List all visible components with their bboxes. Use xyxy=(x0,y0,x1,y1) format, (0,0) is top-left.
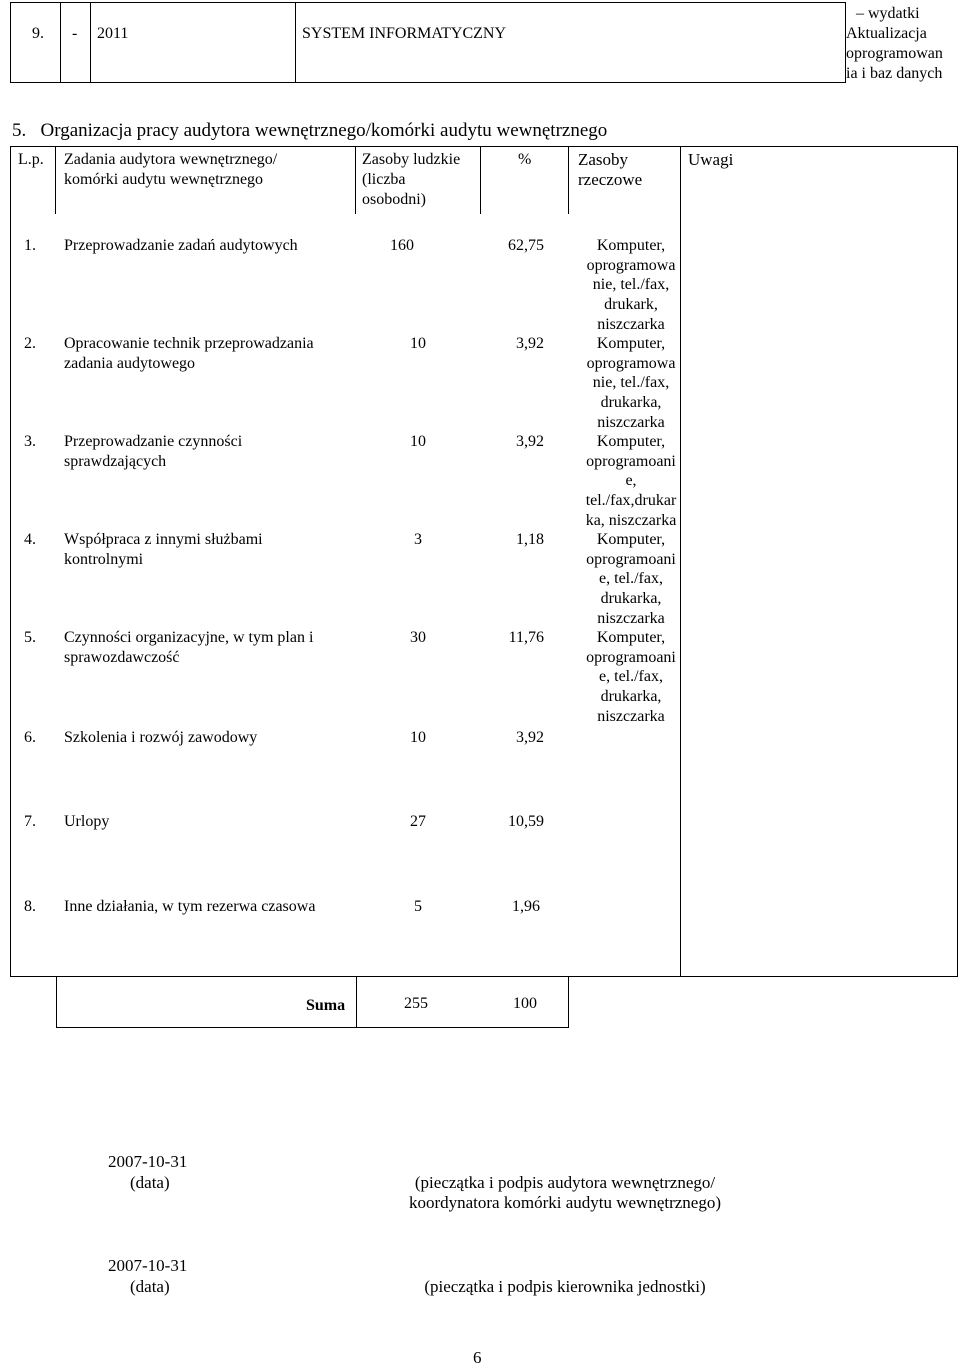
resource-line: drukarka, xyxy=(600,394,662,412)
resource-line: Komputer, xyxy=(596,237,666,254)
signature-date: 2007-10-31 xyxy=(108,1256,188,1275)
resource-line: Komputer, xyxy=(596,629,666,646)
table-border-right xyxy=(957,146,958,977)
row-task xyxy=(64,530,263,570)
resource-line: ka, niszczarka xyxy=(585,511,677,529)
row-resources xyxy=(576,432,686,531)
col-divider-percent xyxy=(568,146,569,214)
row-number: 2. xyxy=(24,335,36,352)
sum-percent: 100 xyxy=(513,995,537,1012)
row-task: Urlopy xyxy=(64,813,110,830)
resource-line: niszczarka xyxy=(597,609,665,627)
row-resources xyxy=(576,530,686,629)
resource-line: Komputer, xyxy=(596,531,666,548)
row-task-line: Czynności organizacyjne, w tym plan i xyxy=(64,629,314,646)
row-number: 4. xyxy=(24,531,36,548)
row-task: Przeprowadzanie zadań audytowych xyxy=(64,237,298,254)
col-header-notes: Uwagi xyxy=(688,150,734,169)
col-header-tasks xyxy=(64,150,277,190)
col-divider-tasks xyxy=(355,146,356,214)
page-number: 6 xyxy=(473,1348,482,1367)
row-people: 160 xyxy=(390,237,414,254)
resource-line: e, tel./fax, xyxy=(599,668,663,686)
header-cell-number: 9. xyxy=(32,25,44,42)
resource-line: oprogramoani xyxy=(586,550,676,568)
row-number: 5. xyxy=(24,629,36,646)
signature-caption: (pieczątka i podpis kierownika jednostki) xyxy=(424,1277,706,1296)
resource-line: Komputer, xyxy=(596,433,666,450)
signature-caption-line: koordynatora komórki audytu wewnętrznego) xyxy=(408,1193,722,1212)
row-percent: 1,18 xyxy=(516,531,544,548)
resource-line: tel./fax,drukar xyxy=(585,492,677,510)
row-task-line: sprawdzających xyxy=(64,453,167,470)
resource-line: nie, tel./fax, xyxy=(592,276,670,294)
col-divider-people xyxy=(480,146,481,214)
header-right-cell xyxy=(846,24,958,84)
resource-line: e, xyxy=(625,472,637,490)
resource-line: e, tel./fax, xyxy=(599,570,663,588)
row-number: 8. xyxy=(24,898,36,915)
resource-line: niszczarka xyxy=(597,707,665,725)
row-task-line: sprawozdawczość xyxy=(64,649,180,666)
sum-divider-1 xyxy=(356,976,357,1028)
col-header-tasks-line-2: komórki audytu wewnętrznego xyxy=(64,171,264,188)
resource-line: drukark, xyxy=(604,296,658,314)
col-header-material-line-1: Zasoby xyxy=(578,150,629,169)
row-task-line: zadania audytowego xyxy=(64,355,196,372)
signature-date-label: (data) xyxy=(130,1173,170,1192)
sum-people: 255 xyxy=(404,995,428,1012)
row-people: 10 xyxy=(410,729,426,746)
header-wydatki: – wydatki xyxy=(856,5,920,22)
row-task xyxy=(64,432,242,472)
col-header-tasks-line-1: Zadania audytora wewnętrznego/ xyxy=(64,151,278,168)
row-task xyxy=(64,334,314,374)
signature-date-label: (data) xyxy=(130,1277,170,1296)
table-border-top xyxy=(10,146,958,147)
row-number: 6. xyxy=(24,729,36,746)
resource-line: niszczarka xyxy=(597,413,665,431)
col-header-people xyxy=(362,150,460,210)
row-resources xyxy=(576,236,686,335)
col-header-percent: % xyxy=(518,151,532,168)
row-resources xyxy=(576,628,686,727)
resource-line: oprogramoani xyxy=(586,648,676,666)
header-right-line-3: ia i baz danych xyxy=(846,65,943,82)
resource-line: drukarka, xyxy=(600,590,662,608)
row-task-line: Współpraca z innymi służbami xyxy=(64,531,263,548)
col-header-lp: L.p. xyxy=(18,151,44,168)
col-header-people-line-3: osobodni) xyxy=(362,191,426,208)
row-people: 30 xyxy=(410,629,426,646)
row-percent: 3,92 xyxy=(516,729,544,746)
col-header-people-line-1: Zasoby ludzkie xyxy=(362,151,461,168)
resource-line: nie, tel./fax, xyxy=(592,374,670,392)
signature-date: 2007-10-31 xyxy=(108,1152,188,1171)
header-border-top xyxy=(10,2,846,3)
header-cell-dash: - xyxy=(72,25,78,42)
row-people: 10 xyxy=(410,335,426,352)
resource-line: oprogramoani xyxy=(586,452,676,470)
header-cell-system: SYSTEM INFORMATYCZNY xyxy=(302,25,507,42)
row-percent: 1,96 xyxy=(512,898,540,915)
col-header-people-line-2: (liczba xyxy=(362,171,406,188)
row-percent: 11,76 xyxy=(508,629,544,646)
col-header-material-line-2: rzeczowe xyxy=(578,170,643,189)
row-task-line: Opracowanie technik przeprowadzania xyxy=(64,335,314,352)
header-border-bottom xyxy=(10,82,846,83)
header-right-line-2: oprogramowan xyxy=(846,45,943,62)
row-people: 27 xyxy=(410,813,426,830)
row-resources xyxy=(576,334,686,433)
sum-border-right xyxy=(568,976,569,1028)
col-header-material xyxy=(578,150,642,190)
header-divider-3 xyxy=(295,2,296,83)
row-task-line: Przeprowadzanie czynności xyxy=(64,433,243,450)
row-people: 10 xyxy=(410,433,426,450)
resource-line: niszczarka xyxy=(597,315,665,333)
header-divider-1 xyxy=(60,2,61,83)
sum-border-left xyxy=(56,976,57,1028)
resource-line: drukarka, xyxy=(600,688,662,706)
row-number: 3. xyxy=(24,433,36,450)
row-task: Inne działania, w tym rezerwa czasowa xyxy=(64,898,316,915)
table-border-left xyxy=(10,146,11,977)
header-divider-2 xyxy=(90,2,91,83)
signature-caption xyxy=(380,1173,750,1213)
row-number: 1. xyxy=(24,237,36,254)
col-divider-lp xyxy=(55,146,56,214)
row-people: 5 xyxy=(414,898,422,915)
signature-caption-line: (pieczątka i podpis audytora wewnętrznego/ xyxy=(414,1173,716,1192)
resource-line: Komputer, xyxy=(596,335,666,352)
row-number: 7. xyxy=(24,813,36,830)
row-percent: 62,75 xyxy=(508,237,544,254)
header-cell-year: 2011 xyxy=(97,25,129,42)
row-percent: 3,92 xyxy=(516,433,544,450)
sum-border-bottom xyxy=(56,1027,569,1028)
header-border-left xyxy=(10,2,11,83)
sum-label: Suma xyxy=(306,997,346,1014)
row-percent: 3,92 xyxy=(516,335,544,352)
section-title: 5. Organizacja pracy audytora wewnętrznego/komórki audytu wewnętrznego xyxy=(12,120,608,141)
row-task xyxy=(64,628,313,668)
table-border-bottom xyxy=(10,976,958,977)
row-task: Szkolenia i rozwój zawodowy xyxy=(64,729,258,746)
row-task-line: kontrolnymi xyxy=(64,551,144,568)
header-right-line-1: Aktualizacja xyxy=(846,25,927,42)
row-people: 3 xyxy=(414,531,422,548)
row-percent: 10,59 xyxy=(508,813,544,830)
resource-line: oprogramowa xyxy=(586,256,676,274)
resource-line: oprogramowa xyxy=(586,354,676,372)
